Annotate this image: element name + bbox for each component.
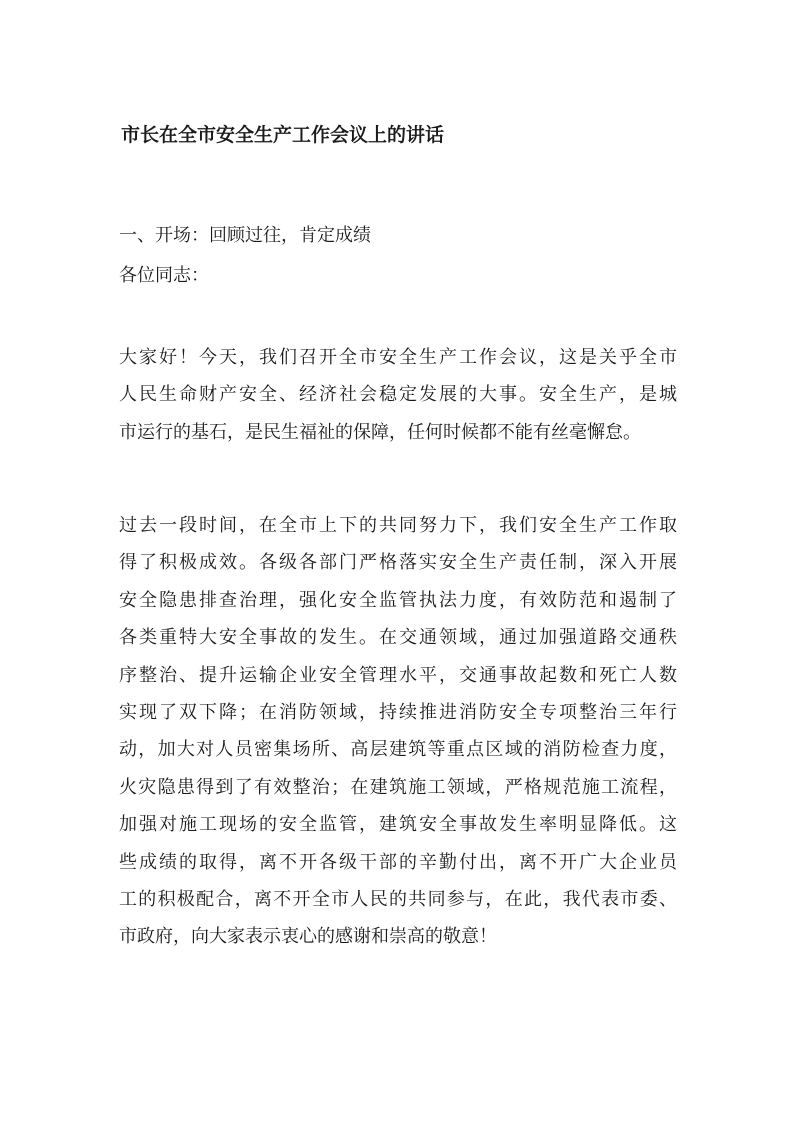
paragraph-line: 市运行的基石，是民生福祉的保障，任何时候都不能有丝毫懈怠。	[119, 421, 641, 443]
paragraph-line: 人民生命财产安全、经济社会稳定发展的大事。安全生产，是城	[119, 384, 677, 406]
paragraph-line: 工的积极配合，离不开全市人民的共同参与，在此，我代表市委、	[119, 889, 677, 911]
paragraph-line: 动，加大对人员密集场所、高层建筑等重点区域的消防检查力度，	[119, 739, 677, 761]
paragraph-line: 实现了双下降；在消防领域，持续推进消防安全专项整治三年行	[119, 702, 677, 724]
document-title: 市长在全市安全生产工作会议上的讲话	[121, 124, 445, 146]
paragraph-line: 各类重特大安全事故的发生。在交通领域，通过加强道路交通秩	[119, 627, 677, 649]
paragraph-line: 序整治、提升运输企业安全管理水平，交通事故起数和死亡人数	[119, 664, 677, 686]
paragraph-line: 得了积极成效。各级各部门严格落实安全生产责任制，深入开展	[119, 552, 677, 574]
paragraph-line: 过去一段时间，在全市上下的共同努力下，我们安全生产工作取	[119, 515, 677, 536]
section-heading: 一、开场：回顾过往，肯定成绩	[119, 225, 371, 246]
salutation: 各位同志：	[119, 265, 209, 286]
paragraph-achievements	[119, 507, 677, 956]
paragraph-line: 加强对施工现场的安全监管，建筑安全事故发生率明显降低。这	[119, 814, 677, 836]
paragraph-line: 市政府，向大家表示衷心的感谢和崇高的敬意！	[119, 926, 497, 948]
paragraph-opening	[119, 339, 677, 451]
paragraph-line: 安全隐患排查治理，强化安全监管执法力度，有效防范和遏制了	[119, 589, 677, 611]
paragraph-line: 些成绩的取得，离不开各级干部的辛勤付出，离不开广大企业员	[119, 851, 677, 873]
paragraph-line: 火灾隐患得到了有效整治；在建筑施工领域，严格规范施工流程，	[119, 776, 677, 798]
paragraph-line: 大家好！今天，我们召开全市安全生产工作会议，这是关乎全市	[119, 347, 677, 368]
